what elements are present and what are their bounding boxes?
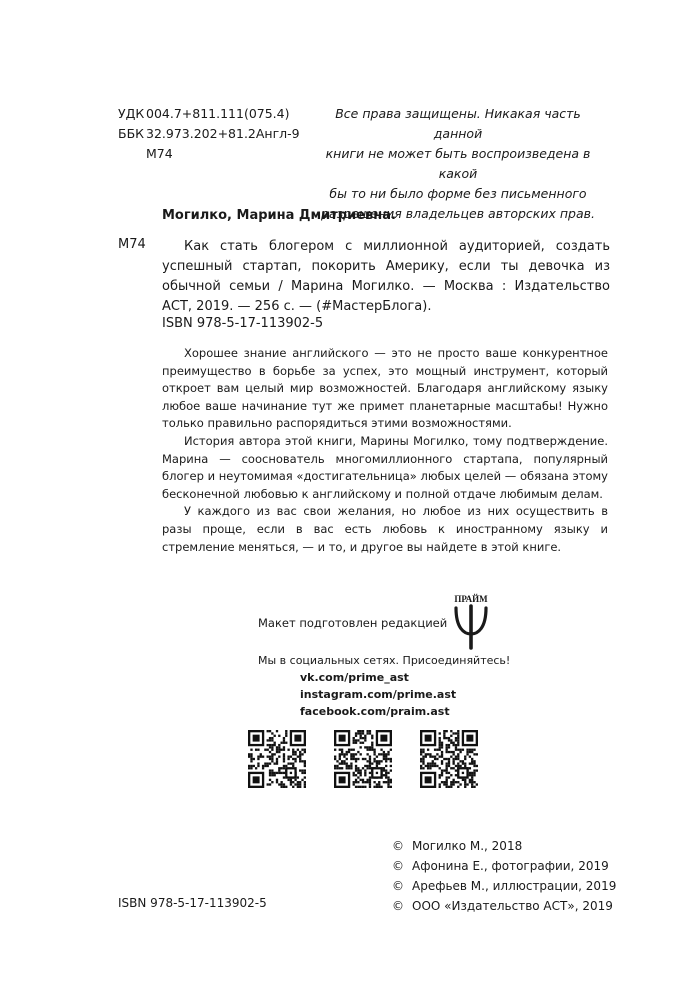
author-sign-row — [118, 144, 300, 164]
copyright-line — [392, 856, 616, 876]
copyright-symbol: © — [392, 839, 404, 853]
annotation-paragraph: История автора этой книги, Марины Могилко, тому подтверждение. Марина — сооснователь многомиллионного стартапа, популярный блогер и неутомимая «достигательница» любых целей — обязана этому бесконечной любовью к английскому и полной отдаче любимым делам. — [162, 433, 608, 501]
qr-code-instagram[interactable] — [334, 730, 392, 788]
qr-code-vk[interactable] — [248, 730, 306, 788]
classification-codes — [118, 104, 300, 164]
udk-label: УДК — [118, 106, 145, 121]
annotation — [162, 345, 608, 556]
isbn-main: ISBN 978-5-17-113902-5 — [162, 316, 324, 331]
copyright-text: Афонина Е., фотографии, 2019 — [412, 859, 609, 873]
praim-logo — [448, 592, 494, 652]
copyright-block — [392, 836, 616, 916]
annotation-paragraph: Хорошее знание английского — это не просто ваше конкурентное преимущество в борьбе за успех, это мощный инструмент, который откроет вам целый мир возможностей. Благодаря английскому языку любое ваше начинание тут же примет планетарные масштабы! Нужно только правильно распорядиться этими возможностями. — [162, 346, 608, 431]
social-link-facebook[interactable]: facebook.com/praim.ast — [300, 705, 450, 718]
bbk-value: 32.973.202+81.2Англ-9 — [146, 126, 300, 141]
qr-code-facebook[interactable] — [420, 730, 478, 788]
rights-line: книги не может быть воспроизведена в какой — [325, 146, 591, 181]
copyright-line — [392, 896, 616, 916]
copyright-symbol: © — [392, 899, 404, 913]
rights-line: Все права защищены. Никакая часть данной — [335, 106, 581, 141]
copyright-text: Арефьев М., иллюстрации, 2019 — [412, 879, 617, 893]
bibliographic-record: Как стать блогером с миллионной аудиторией, создать успешный стартап, покорить Америку, если ты девочка из обычной семьи / Марина Могилко. — Москва : Издательство АСТ, 2019. — 256 с. — (#МастерБлога). — [162, 239, 610, 314]
rights-line: разрешения владельцев авторских прав. — [321, 206, 595, 221]
social-link-vk[interactable]: vk.com/prime_ast — [300, 671, 409, 684]
social-link-instagram[interactable]: instagram.com/prime.ast — [300, 688, 457, 701]
copyright-line — [392, 836, 616, 856]
copyright-text: ООО «Издательство АСТ», 2019 — [412, 899, 613, 913]
udk-row — [118, 104, 300, 124]
author-mark: М74 — [118, 237, 146, 252]
copyright-text: Могилко М., 2018 — [412, 839, 523, 853]
author-sign-label — [118, 144, 146, 164]
isbn-bottom: ISBN 978-5-17-113902-5 — [118, 896, 267, 910]
logo-text: ПРАЙМ — [454, 594, 488, 604]
rights-notice — [312, 104, 604, 224]
author-name: Могилко, Марина Дмитриевна. — [162, 208, 396, 223]
maket-credit: Макет подготовлен редакцией — [258, 616, 448, 630]
bbk-label: ББК — [118, 126, 145, 141]
annotation-paragraph: У каждого из вас свои желания, но любое из них осуществить в разы проще, если в вас есть любовь к иностранному языку и стремление меняться, — и то, и другое вы найдете в этой книге. — [162, 504, 608, 554]
copyright-symbol: © — [392, 859, 404, 873]
bbk-row — [118, 124, 300, 144]
social-block — [258, 652, 510, 720]
rights-line: бы то ни было форме без письменного — [329, 186, 587, 201]
udk-value: 004.7+811.111(075.4) — [146, 106, 290, 121]
author-sign-value: М74 — [146, 146, 173, 161]
copyright-symbol: © — [392, 879, 404, 893]
copyright-line — [392, 876, 616, 896]
social-heading: Мы в социальных сетях. Присоединяйтесь! — [258, 654, 511, 667]
